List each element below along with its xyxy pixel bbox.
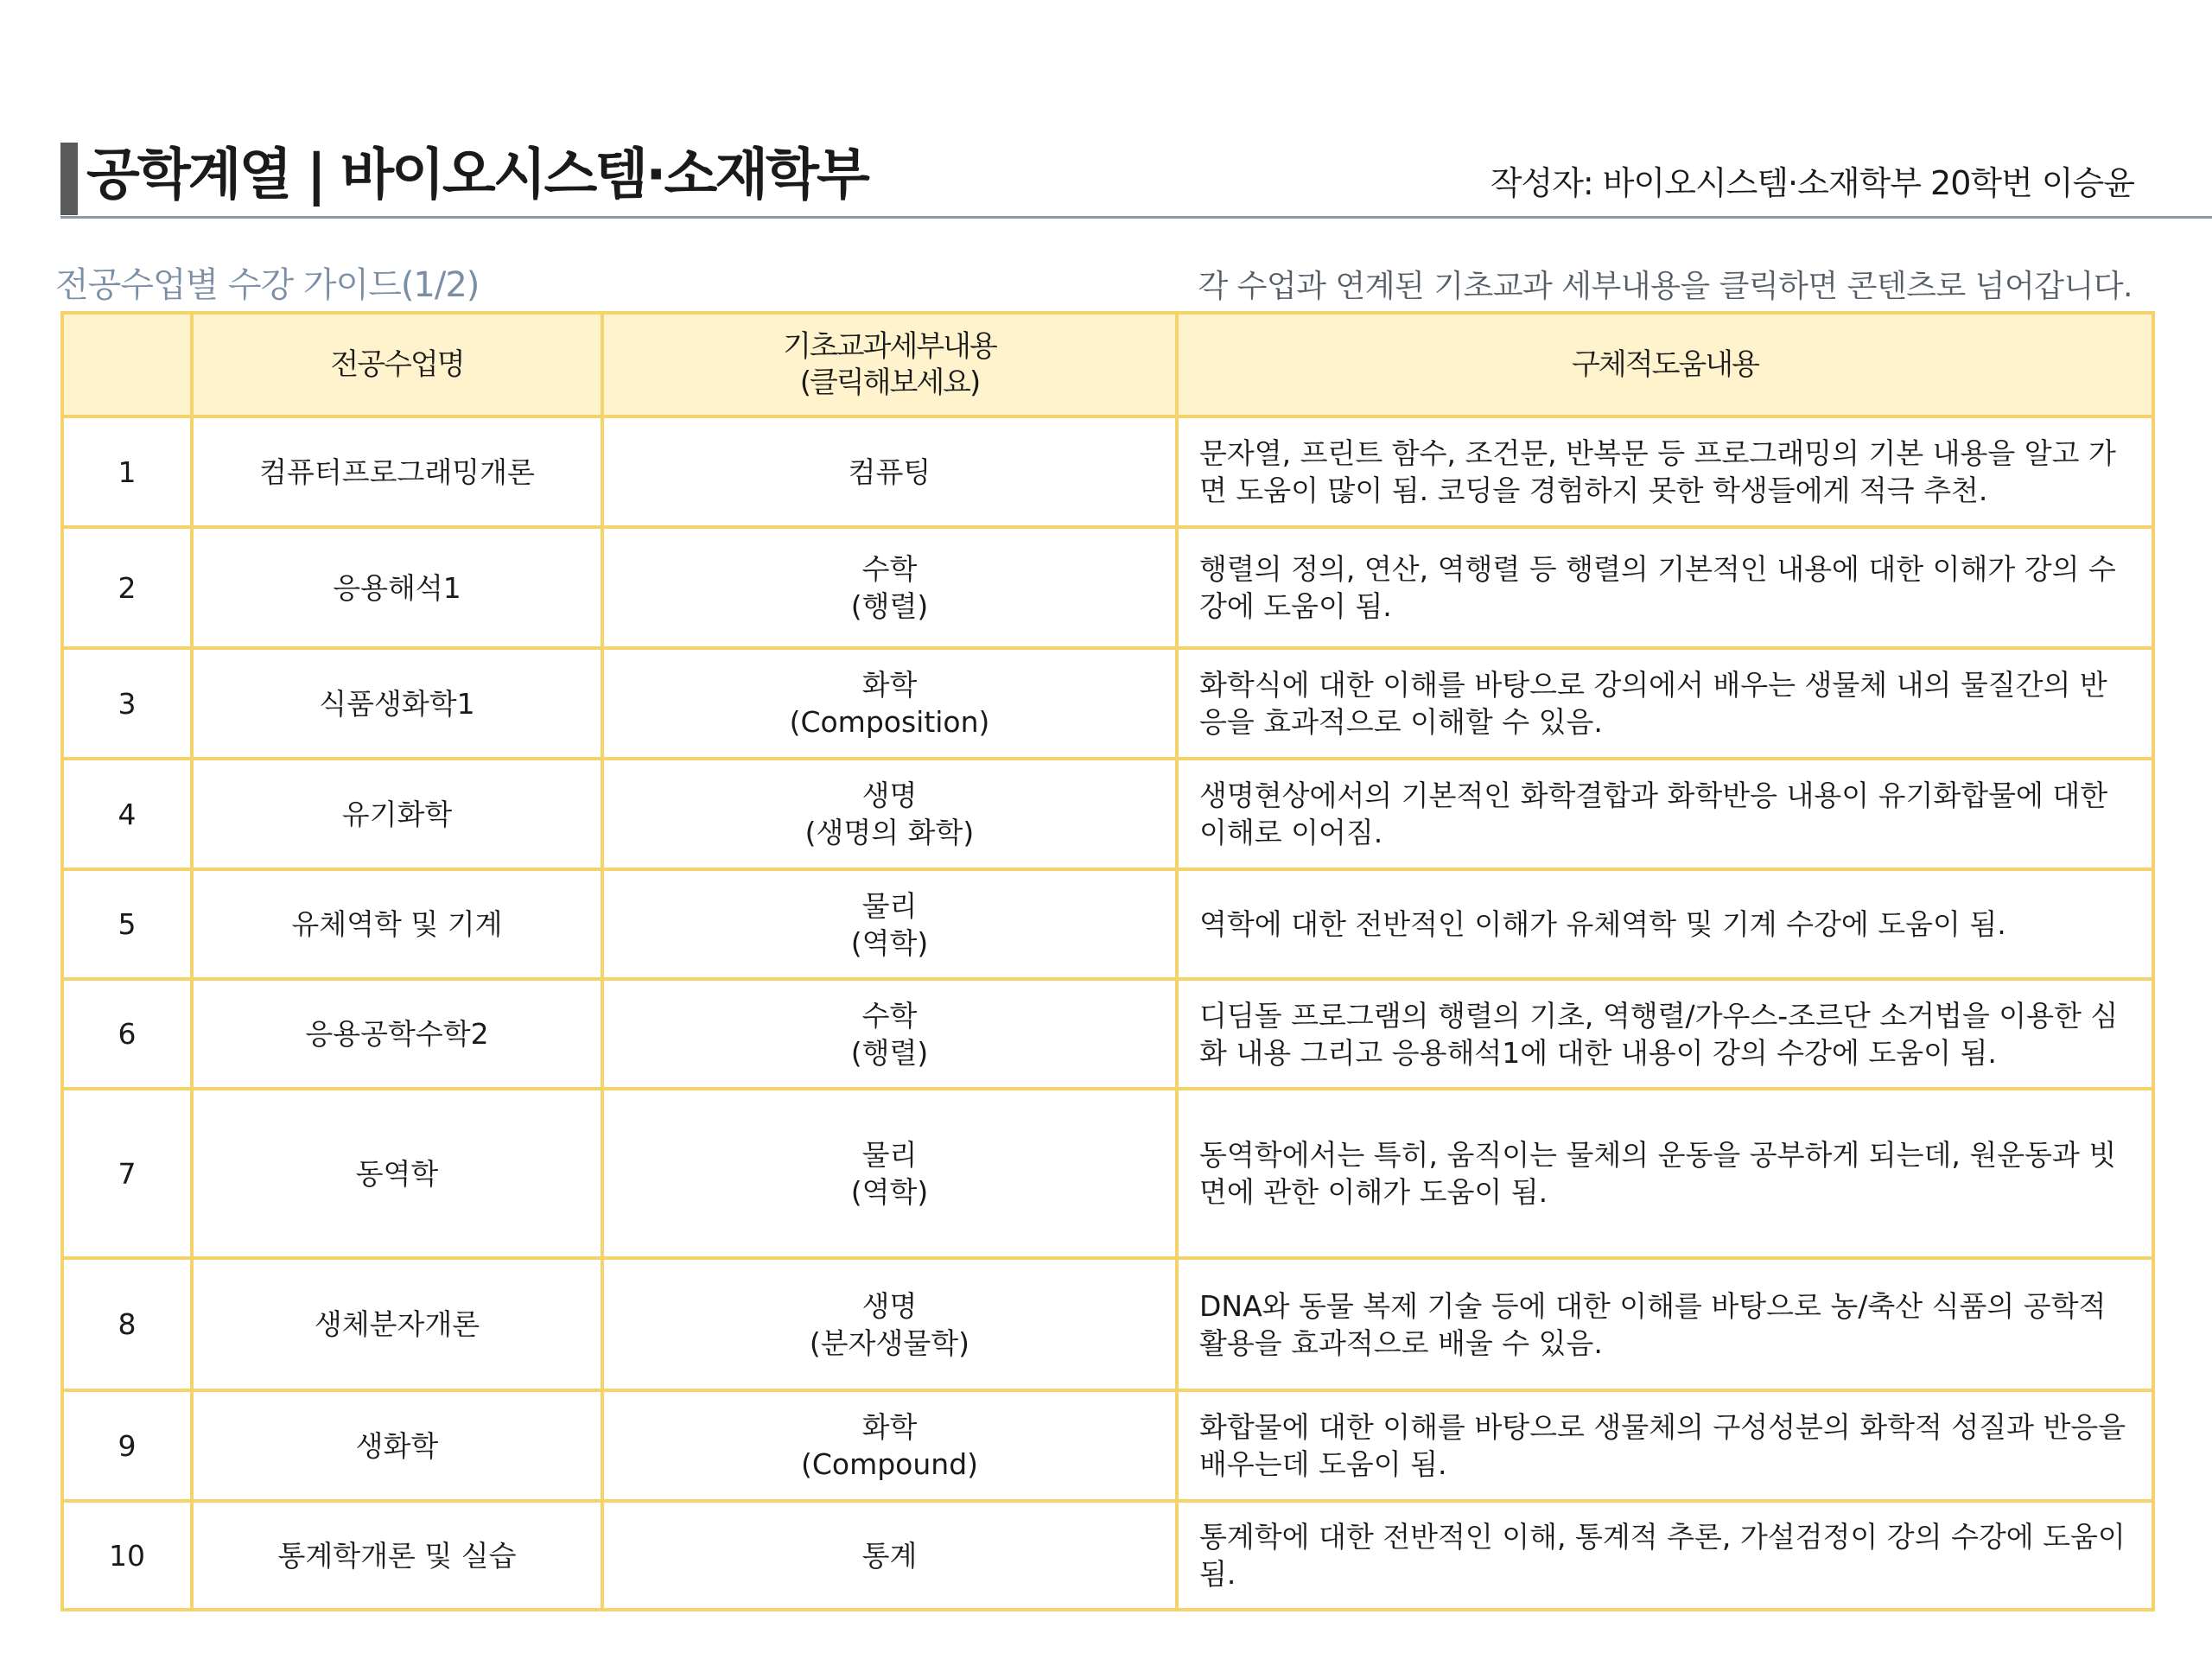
basic-topic: (역학) [850,1175,929,1209]
row-number: 3 [62,648,192,759]
row-number: 8 [62,1258,192,1390]
basic-subject: 수학 [861,552,918,586]
table-row [62,416,2153,527]
basic-topic: (분자생물학) [809,1325,970,1360]
basic-content-cell [602,869,1177,979]
basic-content-link[interactable] [801,1408,978,1483]
table-header-row [62,313,2153,416]
basic-content-cell [602,1501,1177,1610]
row-number: 5 [62,869,192,979]
basic-topic: (생명의 화학) [804,816,975,849]
course-name: 유기화학 [192,759,602,869]
basic-subject: 화학 [861,668,918,702]
basic-topic: (역학) [850,925,929,960]
basic-content-link[interactable] [851,550,929,625]
click-instruction-note: 각 수업과 연계된 기초교과 세부내용을 클릭하면 콘텐츠로 넘어갑니다. [1198,269,2133,304]
course-guide-table [60,311,2155,1611]
basic-content-cell [602,527,1177,648]
table-row [62,1258,2153,1390]
basic-content-link[interactable] [810,1287,969,1362]
course-name: 유체역학 및 기계 [192,869,602,979]
row-number: 10 [62,1501,192,1610]
basic-subject: 생명 [861,779,918,812]
basic-content-cell [602,1089,1177,1258]
basic-subject: 물리 [861,888,918,923]
basic-content-link[interactable] [851,997,929,1071]
help-description: 화합물에 대한 이해를 바탕으로 생물체의 구성성분의 화학적 성질과 반응을 배우는데 도움이 됨. [1177,1390,2153,1501]
table-row [62,1089,2153,1258]
row-number: 9 [62,1390,192,1501]
help-description: 생명현상에서의 기본적인 화학결합과 화학반응 내용이 유기화합물에 대한 이해로 이어짐. [1177,759,2153,869]
course-name: 통계학개론 및 실습 [192,1501,602,1610]
title-accent-bar [60,143,78,215]
basic-topic: (Compound) [800,1447,979,1481]
basic-content-link[interactable] [851,1136,929,1211]
help-description: 행렬의 정의, 연산, 역행렬 등 행렬의 기본적인 내용에 대한 이해가 강의 수강에 도움이 됨. [1177,527,2153,648]
basic-subject: 통계 [861,1538,918,1573]
help-description: 역학에 대한 전반적인 이해가 유체역학 및 기계 수강에 도움이 됨. [1177,869,2153,979]
course-name: 생체분자개론 [192,1258,602,1390]
section-subtitle: 전공수업별 수강 가이드(1/2) [55,265,480,305]
basic-content-cell [602,979,1177,1089]
basic-subject: 물리 [861,1138,918,1172]
page-title: 공학계열 | 바이오시스템·소재학부 [86,143,868,207]
row-number: 7 [62,1089,192,1258]
row-number: 6 [62,979,192,1089]
basic-content-cell [602,416,1177,527]
help-description: 통계학에 대한 전반적인 이해, 통계적 추론, 가설검정이 강의 수강에 도움이 됨. [1177,1501,2153,1610]
course-name: 생화학 [192,1390,602,1501]
header-help: 구체적도움내용 [1177,313,2153,416]
help-description: 동역학에서는 특히, 움직이는 물체의 운동을 공부하게 되는데, 원운동과 빗면에 관한 이해가 도움이 됨. [1177,1089,2153,1258]
basic-subject: 화학 [861,1410,918,1444]
table-row [62,759,2153,869]
basic-content-link[interactable] [805,777,975,851]
table-row [62,1390,2153,1501]
table-row [62,648,2153,759]
basic-content-cell [602,1390,1177,1501]
basic-topic: (행렬) [850,589,929,623]
row-number: 1 [62,416,192,527]
basic-content-cell [602,648,1177,759]
table-row [62,527,2153,648]
table-row [62,869,2153,979]
basic-topic: (Composition) [789,705,990,739]
course-name: 응용공학수학2 [192,979,602,1089]
basic-content-cell [602,1258,1177,1390]
help-description: DNA와 동물 복제 기술 등에 대한 이해를 바탕으로 농/축산 식품의 공학적 활용을 효과적으로 배울 수 있음. [1177,1258,2153,1390]
header-basic-line2: (클릭해보세요) [799,365,980,400]
row-number: 2 [62,527,192,648]
course-name: 식품생화학1 [192,648,602,759]
header-number [62,313,192,416]
course-name: 동역학 [192,1089,602,1258]
basic-content-link[interactable] [849,454,931,491]
header-course: 전공수업명 [192,313,602,416]
basic-content-link[interactable] [790,666,990,741]
table-row [62,1501,2153,1610]
basic-content-cell [602,759,1177,869]
header-basic-content [602,313,1177,416]
help-description: 문자열, 프린트 함수, 조건문, 반복문 등 프로그래밍의 기본 내용을 알고 가면 도움이 많이 됨. 코딩을 경험하지 못한 학생들에게 적극 추천. [1177,416,2153,527]
help-description: 디딤돌 프로그램의 행렬의 기초, 역행렬/가우스-조르단 소거법을 이용한 심화 내용 그리고 응용해석1에 대한 내용이 강의 수강에 도움이 됨. [1177,979,2153,1089]
basic-content-link[interactable] [851,887,929,962]
table-row [62,979,2153,1089]
help-description: 화학식에 대한 이해를 바탕으로 강의에서 배우는 생물체 내의 물질간의 반응을 효과적으로 이해할 수 있음. [1177,648,2153,759]
header-divider [60,216,2212,219]
basic-subject: 생명 [861,1288,918,1323]
course-name: 응용해석1 [192,527,602,648]
author-credit: 작성자: 바이오시스템·소재학부 20학번 이승윤 [1490,164,2134,202]
basic-topic: (행렬) [850,1035,929,1070]
course-name: 컴퓨터프로그래밍개론 [192,416,602,527]
basic-subject: 수학 [861,998,918,1033]
basic-content-link[interactable] [862,1537,918,1574]
header-basic-line1: 기초교과세부내용 [783,329,996,364]
basic-subject: 컴퓨팅 [848,454,931,489]
row-number: 4 [62,759,192,869]
